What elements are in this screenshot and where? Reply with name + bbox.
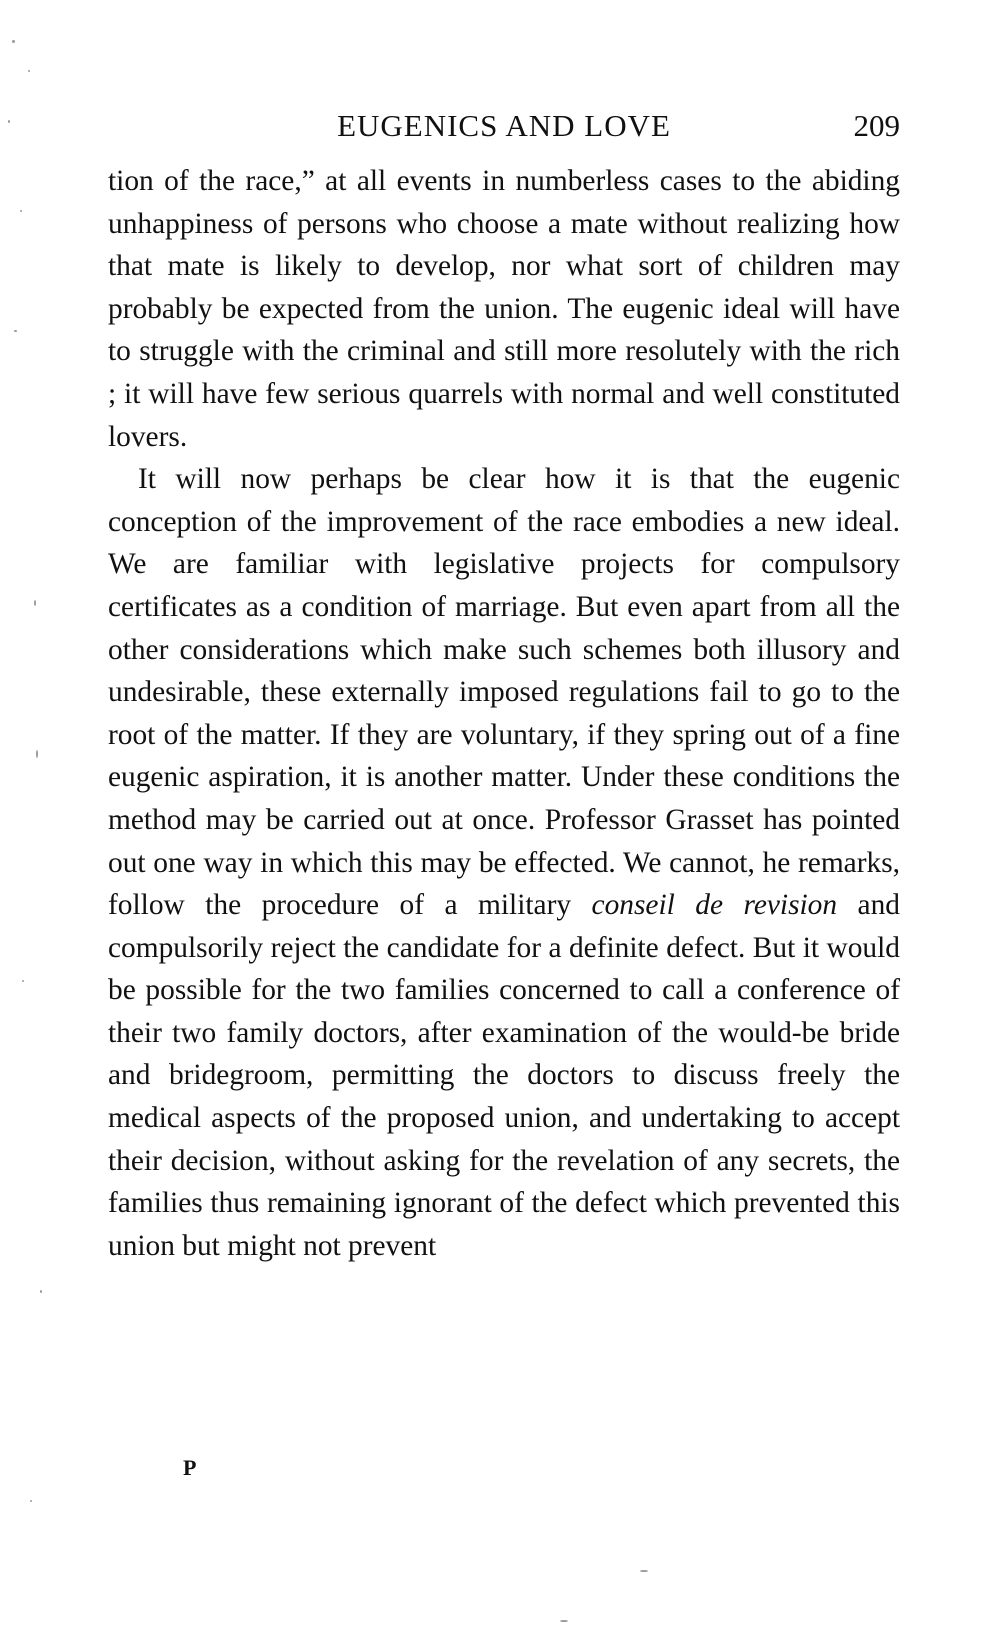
body-text [108, 160, 900, 1267]
scan-speck [12, 40, 15, 43]
scan-speck [560, 1620, 568, 1622]
running-title: EUGENICS AND LOVE [337, 108, 671, 143]
signature-mark: P [183, 1455, 197, 1480]
scan-speck [14, 330, 17, 332]
running-head [108, 106, 900, 146]
page-number: 209 [853, 108, 900, 143]
scan-speck [28, 70, 30, 72]
scan-speck [40, 1290, 42, 1293]
scan-speck [22, 980, 24, 982]
paragraph-2 [108, 458, 900, 1267]
paragraph-2-text-end: and compulsorily reject the candidate for a definite defect. But it would be possible for the two families concerned to call a conference of their two family doctors, after examination of the would-be bride and bridegroom, permitting the doctors to discuss freely the medical aspects of the proposed union, and undertaking to accept their decision, without asking for the revelation of any secrets, the families thus remaining ignorant of the defect which prevented this union but might not prevent [108, 889, 900, 1262]
scan-speck [640, 1570, 648, 1572]
paragraph-2-text-start: It will now perhaps be clear how it is that the eugenic conception of the improvement of the race embodies a new ideal. We are familiar with legislative projects for compulsory certificates as a condition of marriage. But even apart from all the other considerations which make such schemes both illusory and undesirable, these externally imposed regulations fail to go to the root of the matter. If they are voluntary, if they spring out of a fine eugenic aspiration, it is another matter. Under these conditions the method may be carried out at once. Professor Grasset has pointed out one way in which this may be effected. We cannot, he remarks, follow the procedure of a military [108, 463, 900, 922]
scan-speck [20, 210, 22, 212]
scan-speck [36, 750, 38, 758]
paragraph-1: tion of the race,” at all events in numberless cases to the abiding unhappiness of persons who choose a mate without realizing how that mate is likely to develop, nor what sort of children may probably be expected from the union. The eugenic ideal will have to struggle with the criminal and still more resolutely with the rich ; it will have few serious quarrels with normal and well constituted lovers. [108, 165, 900, 453]
paragraph-2-italic-term: conseil de revision [591, 889, 838, 922]
scan-speck [34, 600, 36, 606]
scan-speck [8, 120, 10, 123]
scan-speck [30, 1500, 32, 1502]
